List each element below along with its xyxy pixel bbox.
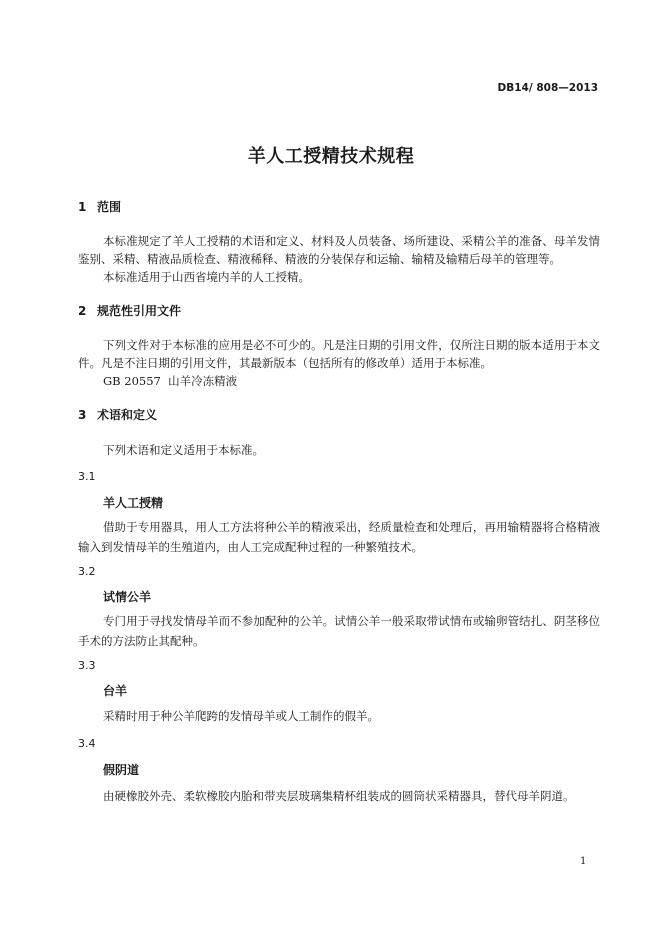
term-number: 3.3 bbox=[78, 659, 96, 672]
term-name: 台羊 bbox=[103, 684, 128, 698]
term-name: 羊人工授精 bbox=[103, 496, 164, 510]
paragraph-line: 件。凡是不注日期的引用文件，其最新版本（包括所有的修改单）适用于本标准。 bbox=[78, 356, 492, 370]
paragraph-line: 下列术语和定义适用于本标准。 bbox=[103, 443, 264, 457]
section-heading: 术语和定义 bbox=[97, 408, 158, 422]
section-heading: 范围 bbox=[97, 200, 122, 214]
section-number: 2 bbox=[78, 304, 87, 318]
definition-line: 借助于专用器具，用人工方法将种公羊的精液采出，经质量检查和处理后，再用输精器将合格精液 bbox=[103, 520, 600, 534]
paragraph-line: 本标准规定了羊人工授精的术语和定义、材料及人员装备、场所建设、采精公羊的准备、母羊发情 bbox=[103, 234, 600, 248]
paragraph-line: 本标准适用于山西省境内羊的人工授精。 bbox=[103, 270, 310, 284]
definition-line: 手术的方法防止其配种。 bbox=[78, 634, 205, 648]
page-number: 1 bbox=[580, 856, 587, 867]
definition-line: 由硬橡胶外壳、柔软橡胶内胎和带夹层玻璃集精杯组装成的圆筒状采精器具，替代母羊阴道。 bbox=[103, 789, 575, 803]
standard-number: DB14/ 808—2013 bbox=[497, 82, 598, 94]
section-number: 1 bbox=[78, 200, 87, 214]
section-heading: 规范性引用文件 bbox=[97, 304, 182, 318]
paragraph-line: 下列文件对于本标准的应用是必不可少的。凡是注日期的引用文件，仅所注日期的版本适用于本文 bbox=[103, 338, 600, 352]
paragraph-line: 鉴别、采精、精液品质检查、精液稀释、精液的分装保存和运输、输精及输精后母羊的管理等。 bbox=[78, 252, 561, 266]
definition-line: 专门用于寻找发情母羊而不参加配种的公羊。试情公羊一般采取带试情布或输卵管结扎、阴茎移位 bbox=[103, 614, 600, 628]
document-title: 羊人工授精技术规程 bbox=[247, 146, 415, 167]
term-number: 3.2 bbox=[78, 565, 96, 578]
term-number: 3.1 bbox=[78, 470, 96, 483]
normative-reference: GB 20557 山羊冷冻精液 bbox=[103, 374, 238, 388]
term-name: 假阴道 bbox=[103, 763, 140, 777]
definition-line: 输入到发情母羊的生殖道内，由人工完成配种过程的一种繁殖技术。 bbox=[78, 540, 423, 554]
section-number: 3 bbox=[78, 408, 87, 422]
term-name: 试情公羊 bbox=[103, 590, 152, 604]
term-number: 3.4 bbox=[78, 737, 96, 750]
definition-line: 采精时用于种公羊爬跨的发情母羊或人工制作的假羊。 bbox=[103, 709, 379, 723]
